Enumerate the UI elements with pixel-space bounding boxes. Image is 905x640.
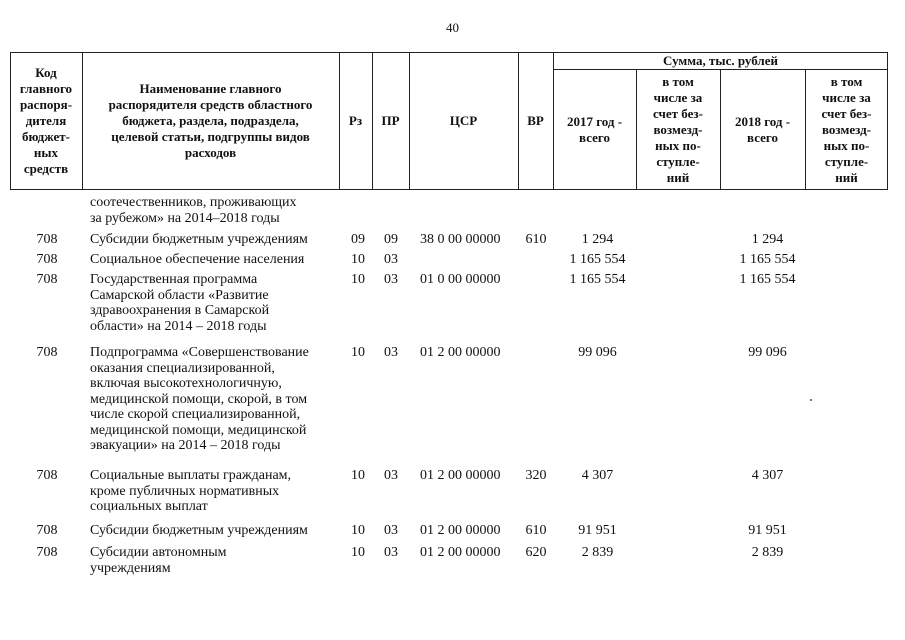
- header-2017-incl: в том числе за счет без- возмезд- ных по- ступле- ний: [653, 73, 703, 185]
- cell-sum-2017: 2 839: [581, 545, 614, 560]
- cell-code: 708: [36, 345, 58, 360]
- cell-vr: 610: [525, 523, 547, 538]
- cell-code: 708: [36, 232, 58, 247]
- cell-name: Социальные выплаты гражданам, кроме публичных нормативных социальных выплат: [90, 468, 292, 514]
- cell-csr: 01 2 00 00000: [420, 523, 501, 538]
- cell-sum-2018: 91 951: [748, 523, 787, 538]
- cell-csr: 01 0 00 00000: [420, 272, 501, 287]
- cell-rz: 10: [351, 545, 365, 560]
- cell-vr: 610: [525, 232, 547, 247]
- page-number: 40: [446, 20, 459, 35]
- header-vr: ВР: [527, 113, 544, 128]
- cell-code: 708: [36, 468, 58, 483]
- header-code: Код главного распоря- дителя бюджет- ных средств: [19, 65, 73, 176]
- cell-sum-2018: 99 096: [748, 345, 787, 360]
- cell-rz: 10: [351, 523, 365, 538]
- cell-rz: 10: [351, 345, 365, 360]
- cell-vr: 620: [525, 545, 547, 560]
- cell-csr: 01 2 00 00000: [420, 545, 501, 560]
- cell-sum-2017: 1 165 554: [569, 252, 626, 267]
- cell-pr: 03: [384, 523, 398, 538]
- cell-sum-2017: 1 294: [581, 232, 614, 247]
- cell-csr: 01 2 00 00000: [420, 345, 501, 360]
- cell-vr: 320: [525, 468, 547, 483]
- cell-pr: 03: [384, 545, 398, 560]
- header-2018-incl: в том числе за счет без- возмезд- ных по- ступле- ний: [821, 73, 872, 185]
- cell-sum-2018: 1 165 554: [739, 252, 796, 267]
- scan-speck: [810, 399, 812, 401]
- cell-pr: 03: [384, 252, 398, 267]
- header-name: Наименование главного распорядителя средств областного бюджета, раздела, подраздела, целевой статьи, подгруппы видов расходов: [108, 81, 313, 160]
- cell-sum-2018: 1 165 554: [739, 272, 796, 287]
- cell-name: Субсидии бюджетным учреждениям: [90, 232, 308, 247]
- cell-rz: 10: [351, 252, 365, 267]
- header-sum-title: Сумма, тыс. рублей: [663, 52, 778, 68]
- cell-pr: 03: [384, 468, 398, 483]
- cell-sum-2017: 1 165 554: [569, 272, 626, 287]
- cell-sum-2018: 4 307: [751, 468, 784, 483]
- cell-code: 708: [36, 272, 58, 287]
- cell-rz: 10: [351, 468, 365, 483]
- header-csr: ЦСР: [449, 113, 478, 128]
- header-pr: ПР: [381, 113, 400, 128]
- cell-pr: 03: [384, 272, 398, 287]
- cell-code: 708: [36, 545, 58, 560]
- cell-name: Государственная программа Самарской области «Развитие здравоохранения в Самарской области» на 2014 – 2018 годы: [90, 272, 270, 334]
- header-rz: Рз: [348, 113, 363, 128]
- cell-rz: 09: [351, 232, 365, 247]
- cell-code: 708: [36, 523, 58, 538]
- cell-sum-2017: 4 307: [581, 468, 614, 483]
- cell-sum-2017: 91 951: [578, 523, 617, 538]
- cell-csr: 38 0 00 00000: [420, 232, 501, 247]
- cell-code: 708: [36, 252, 58, 267]
- cell-name: Подпрограмма «Совершенствование оказания специализированной, включая высокотехнологичную, медицинской помощи, скорой, в том числе скорой специализированной, медицинской помощи, медицинской эвакуации» на 2014 – 2018 годы: [90, 345, 309, 453]
- cell-sum-2018: 1 294: [751, 232, 784, 247]
- cell-csr: 01 2 00 00000: [420, 468, 501, 483]
- cell-rz: 10: [351, 272, 365, 287]
- cell-sum-2018: 2 839: [751, 545, 784, 560]
- header-2017-total: 2017 год - всего: [566, 113, 623, 145]
- cell-name: Субсидии бюджетным учреждениям: [90, 523, 308, 538]
- cell-name: Социальное обеспечение населения: [90, 252, 305, 267]
- cell-pr: 09: [384, 232, 398, 247]
- cell-pr: 03: [384, 345, 398, 360]
- cell-sum-2017: 99 096: [578, 345, 617, 360]
- header-2018-total: 2018 год - всего: [734, 113, 791, 145]
- cell-name: соотечественников, проживающих за рубежом» на 2014–2018 годы: [90, 195, 297, 226]
- cell-name: Субсидии автономным учреждениям: [90, 545, 227, 576]
